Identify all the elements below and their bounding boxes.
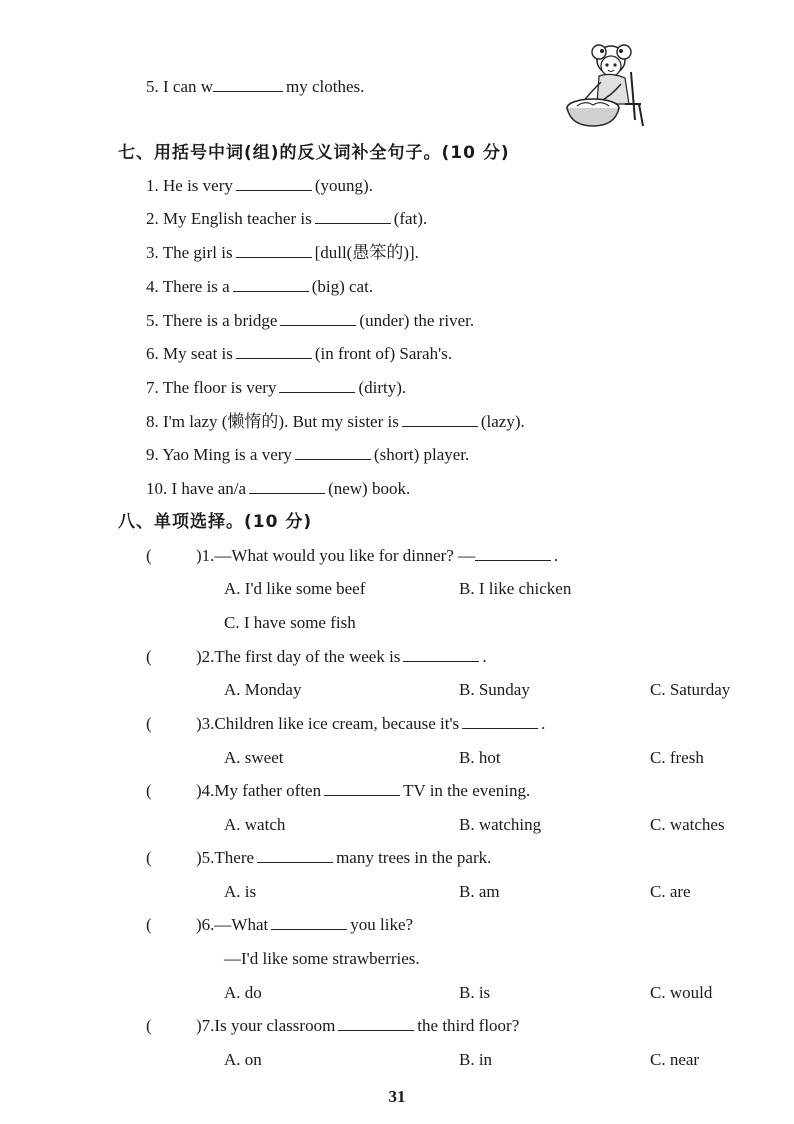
q1-option-c[interactable]: C. I have some fish bbox=[224, 613, 356, 632]
q4-option-b[interactable]: B. watching bbox=[459, 815, 542, 834]
s7-item-1: 1. He is very (young). bbox=[146, 176, 373, 195]
q5-stem: )5.There many trees in the park. bbox=[196, 848, 492, 867]
q4-stem: )4.My father often TV in the evening. bbox=[196, 781, 531, 800]
s7-item-4: 4. There is a (big) cat. bbox=[146, 277, 374, 296]
answer-blank[interactable] bbox=[257, 847, 333, 863]
q7-option-c[interactable]: C. near bbox=[650, 1050, 700, 1069]
answer-paren[interactable]: ( bbox=[146, 848, 152, 867]
top-item-5: 5. I can w my clothes. bbox=[146, 77, 365, 96]
q3-option-a[interactable]: A. sweet bbox=[224, 748, 284, 767]
s7-item-3: 3. The girl is [dull(愚笨的)]. bbox=[146, 243, 419, 262]
q5-option-a[interactable]: A. is bbox=[224, 882, 257, 901]
answer-blank[interactable] bbox=[475, 545, 551, 561]
answer-blank[interactable] bbox=[271, 914, 347, 930]
q2-option-a[interactable]: A. Monday bbox=[224, 680, 302, 699]
answer-paren[interactable]: ( bbox=[146, 647, 152, 666]
answer-paren[interactable]: ( bbox=[146, 714, 152, 733]
q5-option-b[interactable]: B. am bbox=[459, 882, 500, 901]
q7-option-a[interactable]: A. on bbox=[224, 1050, 262, 1069]
answer-paren[interactable]: ( bbox=[146, 1016, 152, 1035]
q2-option-b[interactable]: B. Sunday bbox=[459, 680, 530, 699]
answer-blank[interactable] bbox=[338, 1015, 414, 1031]
answer-blank[interactable] bbox=[280, 310, 356, 326]
q6-option-a[interactable]: A. do bbox=[224, 983, 262, 1002]
q3-stem: )3.Children like ice cream, because it's . bbox=[196, 714, 546, 733]
q6-option-b[interactable]: B. is bbox=[459, 983, 491, 1002]
answer-blank[interactable] bbox=[403, 646, 479, 662]
s7-item-5: 5. There is a bridge (under) the river. bbox=[146, 311, 475, 330]
q2-stem: )2.The first day of the week is . bbox=[196, 647, 487, 666]
q5-option-c[interactable]: C. are bbox=[650, 882, 691, 901]
s7-item-7: 7. The floor is very (dirty). bbox=[146, 378, 407, 397]
section7-title: 七、用括号中词(组)的反义词补全句子。(10 分) bbox=[118, 143, 510, 163]
answer-blank[interactable] bbox=[462, 713, 538, 729]
answer-blank[interactable] bbox=[315, 208, 391, 224]
answer-blank[interactable] bbox=[213, 76, 283, 92]
answer-blank[interactable] bbox=[324, 780, 400, 796]
answer-blank[interactable] bbox=[236, 242, 312, 258]
answer-paren[interactable]: ( bbox=[146, 781, 152, 800]
answer-blank[interactable] bbox=[279, 377, 355, 393]
answer-paren[interactable]: ( bbox=[146, 546, 152, 565]
s7-item-8: 8. I'm lazy (懒惰的). But my sister is (lazy). bbox=[146, 412, 525, 431]
answer-paren[interactable]: ( bbox=[146, 915, 152, 934]
q7-option-b[interactable]: B. in bbox=[459, 1050, 493, 1069]
answer-blank[interactable] bbox=[295, 444, 371, 460]
q4-option-a[interactable]: A. watch bbox=[224, 815, 286, 834]
q4-option-c[interactable]: C. watches bbox=[650, 815, 725, 834]
s7-item-9: 9. Yao Ming is a very (short) player. bbox=[146, 445, 470, 464]
q6-stem-line2: —I'd like some strawberries. bbox=[224, 949, 420, 968]
q6-stem: )6.—What you like? bbox=[196, 915, 414, 934]
q7-stem: )7.Is your classroom the third floor? bbox=[196, 1016, 520, 1035]
q3-option-b[interactable]: B. hot bbox=[459, 748, 501, 767]
answer-blank[interactable] bbox=[236, 343, 312, 359]
answer-blank[interactable] bbox=[249, 478, 325, 494]
girl-washing-clothes-illustration bbox=[563, 42, 655, 130]
s7-item-6: 6. My seat is (in front of) Sarah's. bbox=[146, 344, 453, 363]
answer-blank[interactable] bbox=[236, 175, 312, 191]
q1-option-b[interactable]: B. I like chicken bbox=[459, 579, 572, 598]
answer-blank[interactable] bbox=[402, 411, 478, 427]
q1-option-a[interactable]: A. I'd like some beef bbox=[224, 579, 366, 598]
answer-blank[interactable] bbox=[233, 276, 309, 292]
q3-option-c[interactable]: C. fresh bbox=[650, 748, 704, 767]
q6-option-c[interactable]: C. would bbox=[650, 983, 713, 1002]
s7-item-10: 10. I have an/a (new) book. bbox=[146, 479, 411, 498]
q1-stem: )1.—What would you like for dinner? — . bbox=[196, 546, 559, 565]
page-number: 31 bbox=[388, 1087, 406, 1106]
section8-title: 八、单项选择。(10 分) bbox=[118, 512, 313, 532]
s7-item-2: 2. My English teacher is (fat). bbox=[146, 209, 428, 228]
q2-option-c[interactable]: C. Saturday bbox=[650, 680, 731, 699]
